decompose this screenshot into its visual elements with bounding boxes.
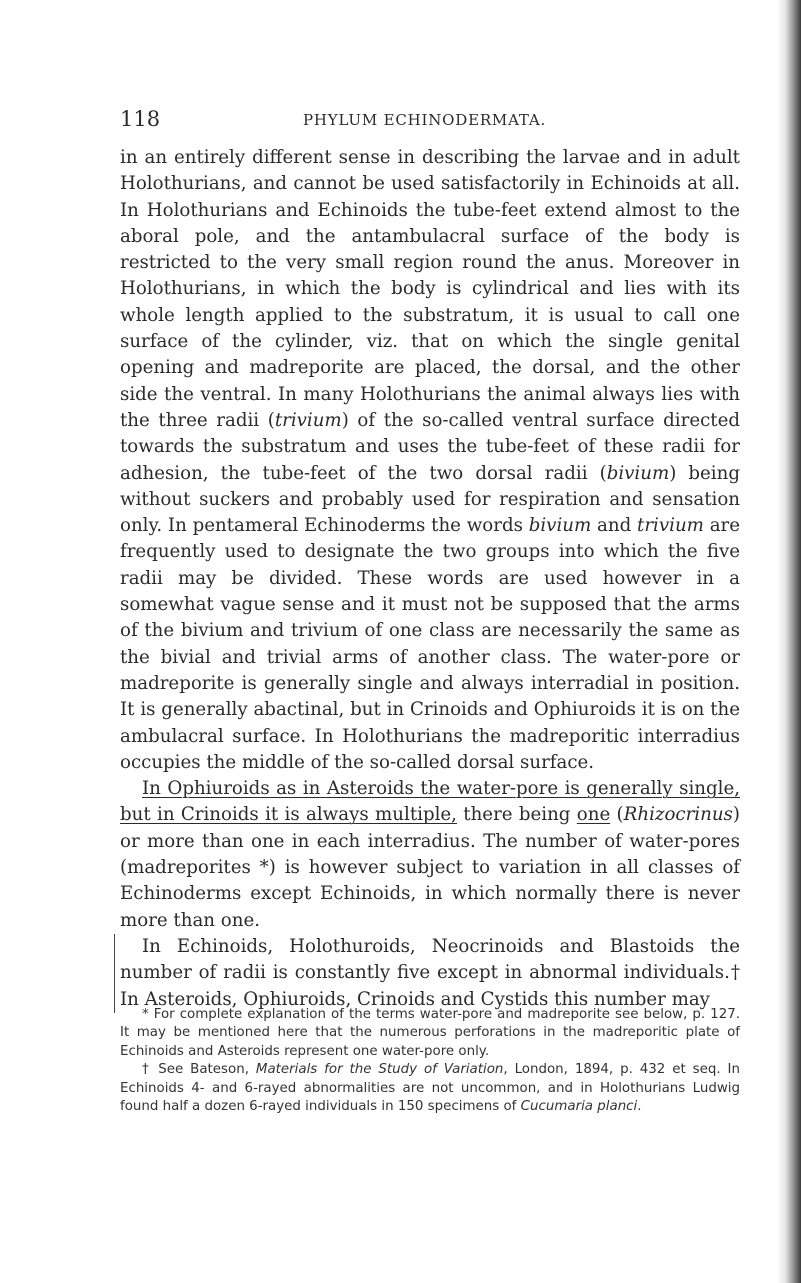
underlined-text: one [576,804,611,826]
paragraph-3: In Echinoids, Holothuroids, Neocrinoids and Blastoids the number of radii is constantly five except in abnormal individuals.† In Asteroids, Ophiuroids, Crinoids and Cystids this number may [114,934,740,1013]
footnote-2: † See Bateson, Materials for the Study of Variation, London, 1894, p. 432 et seq. In Echinoids 4- and 6-rayed abnormalities are not uncommon, and in Holothurians Ludwig found half a dozen 6-rayed individuals in 150 specimens of Cucumaria planci. [120,1062,740,1115]
page-number: 118 [120,107,161,131]
body-text [120,145,740,1013]
underlined-text: but in Crinoids it is always multiple, [120,804,457,826]
running-head: PHYLUM ECHINODERMATA. [303,111,547,129]
paragraph-1: in an entirely different sense in describing the larvae and in adult Holothurians, and cannot be used satisfactorily in Echinoids at all. In Holothurians and Echinoids the tube-feet extend almost to the aboral pole, and the antambulacral surface of the body is restricted to the very small region round the anus. Moreover in Holothurians, in which the body is cylindrical and lies with its whole length applied to the substratum, it is usual to call one surface of the cylinder, viz. that on which the single genital opening and madreporite are placed, the dorsal, and the other side the ventral. In many Holothurians the animal always lies with the three radii (trivium) of the so-called ventral surface directed towards the substratum and uses the tube-feet of these radii for adhesion, the tube-feet of the two dorsal radii (bivium) being without suckers and probably used for respiration and sensation only. In pentameral Echinoderms the words bivium and trivium are frequently used to designate the two groups into which the five radii may be divided. These words are used however in a somewhat vague sense and it must not be supposed that the arms of the bivium and trivium of one class are necessarily the same as the bivial and trivial arms of another class. The water-pore or madreporite is generally single and always interradial in position. It is generally abactinal, but in Crinoids and Ophiuroids it is on the ambulacral surface. In Holothurians the madreporitic interradius occupies the middle of the so-called dorsal surface. [120,147,740,773]
scan-edge-shadow [777,0,801,1283]
underlined-text: In Ophiuroids as in Asteroids the water-pore is generally single, [142,778,740,800]
paragraph-2: In Ophiuroids as in Asteroids the water-pore is generally single, but in Crinoids it is always multiple, there being one (Rhizocrinus) or more than one in each interradius. The number of water-pores (madreporites *) is however subject to variation in all classes of Echinoderms except Echinoids, in which normally there is never more than one. [120,778,740,931]
footnotes [120,1006,740,1116]
footnote-1: * For complete explanation of the terms water-pore and madreporite see below, p. 127. It may be mentioned here that the numerous perforations in the madreporitic plate of Echinoids and Asteroids represent one water-pore only. [120,1007,740,1059]
page-header [120,107,740,137]
